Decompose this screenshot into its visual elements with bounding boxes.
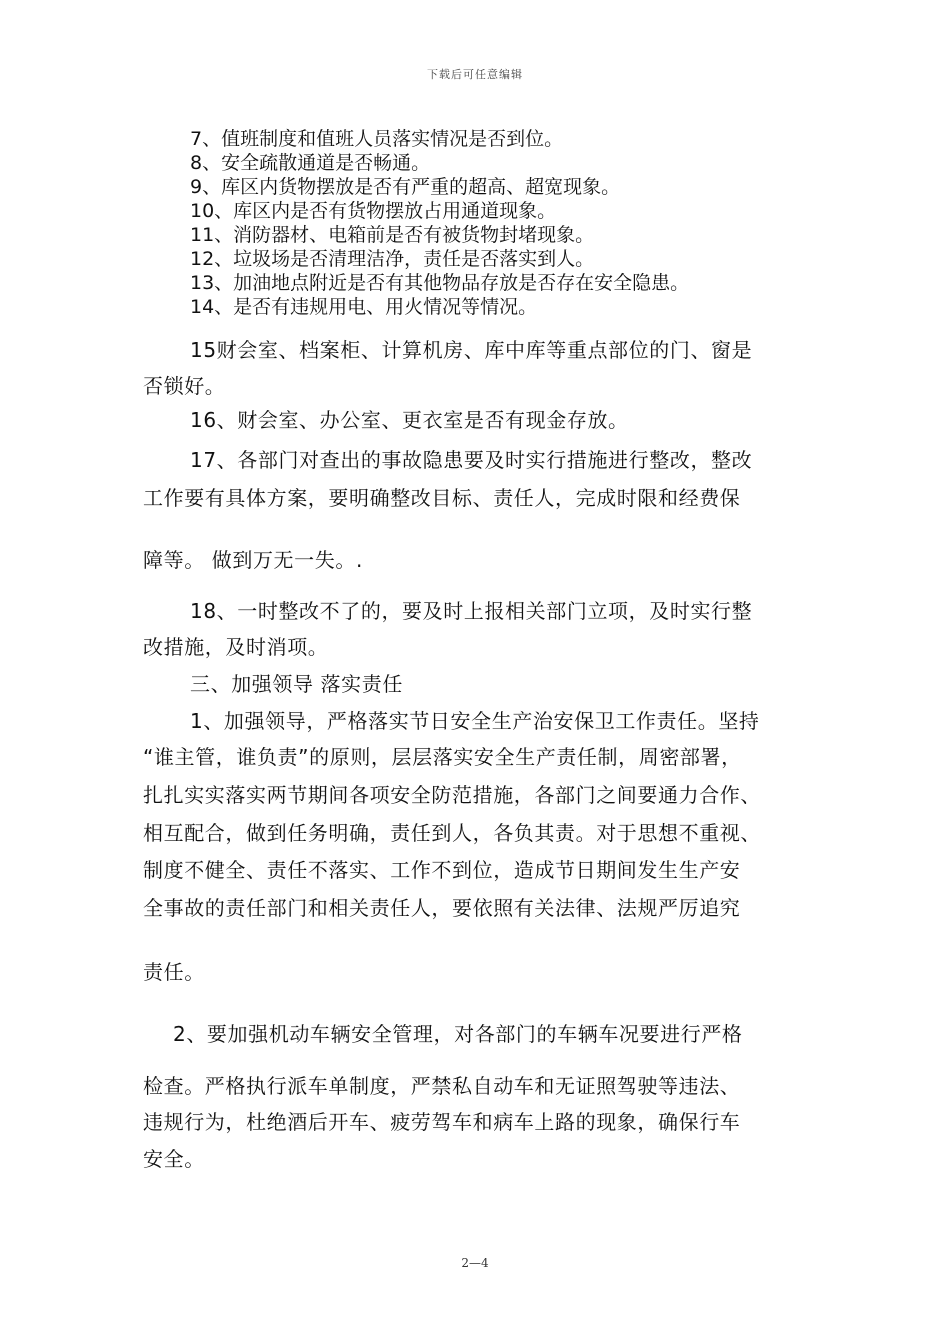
- item-15-line-2: 否锁好。: [143, 374, 226, 398]
- para-1-line-6: 全事故的责任部门和相关责任人，要依照有关法律、法规严厉追究: [143, 896, 741, 920]
- item-16: 16、财会室、办公室、更衣室是否有现金存放。: [190, 408, 629, 432]
- list-item-8: 8、安全疏散通道是否畅通。: [190, 152, 431, 174]
- item-18-line-1: 18、一时整改不了的，要及时上报相关部门立项，及时实行整: [190, 599, 753, 623]
- para-1-line-5: 制度不健全、责任不落实、工作不到位，造成节日期间发生生产安: [143, 858, 741, 882]
- para-2-line-4: 安全。: [143, 1147, 205, 1171]
- list-item-9: 9、库区内货物摆放是否有严重的超高、超宽现象。: [190, 176, 621, 198]
- para-1-line-7: 责任。: [143, 960, 205, 984]
- item-17-line-2: 工作要有具体方案，要明确整改目标、责任人，完成时限和经费保: [143, 486, 741, 510]
- header-note: 下载后可任意编辑: [427, 68, 523, 81]
- page-number: 2—4: [461, 1256, 489, 1270]
- item-18-line-2: 改措施，及时消项。: [143, 635, 329, 659]
- para-1-line-2: “谁主管，谁负责”的原则，层层落实安全生产责任制，周密部署，: [143, 745, 742, 769]
- item-17-line-1: 17、各部门对查出的事故隐患要及时实行措施进行整改，整改: [190, 448, 753, 472]
- list-item-14: 14、是否有违规用电、用火情况等情况。: [190, 296, 538, 318]
- list-item-11: 11、消防器材、电箱前是否有被货物封堵现象。: [190, 224, 595, 246]
- para-1-line-1: 1、加强领导，严格落实节日安全生产治安保卫工作责任。坚持: [190, 709, 760, 733]
- item-15-line-1: 15财会室、档案柜、计算机房、库中库等重点部位的门、窗是: [190, 338, 753, 362]
- para-1-line-3: 扎扎实实落实两节期间各项安全防范措施，各部门之间要通力合作、: [143, 783, 761, 807]
- para-2-line-2: 检查。严格执行派车单制度，严禁私自动车和无证照驾驶等违法、: [143, 1074, 741, 1098]
- para-1-line-4: 相互配合，做到任务明确，责任到人，各负其责。对于思想不重视、: [143, 821, 761, 845]
- section-heading: 三、加强领导 落实责任: [190, 672, 403, 696]
- para-2-line-1: 2、要加强机动车辆安全管理，对各部门的车辆车况要进行严格: [173, 1022, 743, 1046]
- list-item-7: 7、值班制度和值班人员落实情况是否到位。: [190, 128, 564, 150]
- para-2-line-3: 违规行为，杜绝酒后开车、疲劳驾车和病车上路的现象，确保行车: [143, 1110, 741, 1134]
- list-item-13: 13、加油地点附近是否有其他物品存放是否存在安全隐患。: [190, 272, 690, 294]
- item-17-line-3: 障等。 做到万无一失。.: [143, 548, 363, 572]
- list-item-12: 12、垃圾场是否清理洁净，责任是否落实到人。: [190, 248, 595, 270]
- list-item-10: 10、库区内是否有货物摆放占用通道现象。: [190, 200, 557, 222]
